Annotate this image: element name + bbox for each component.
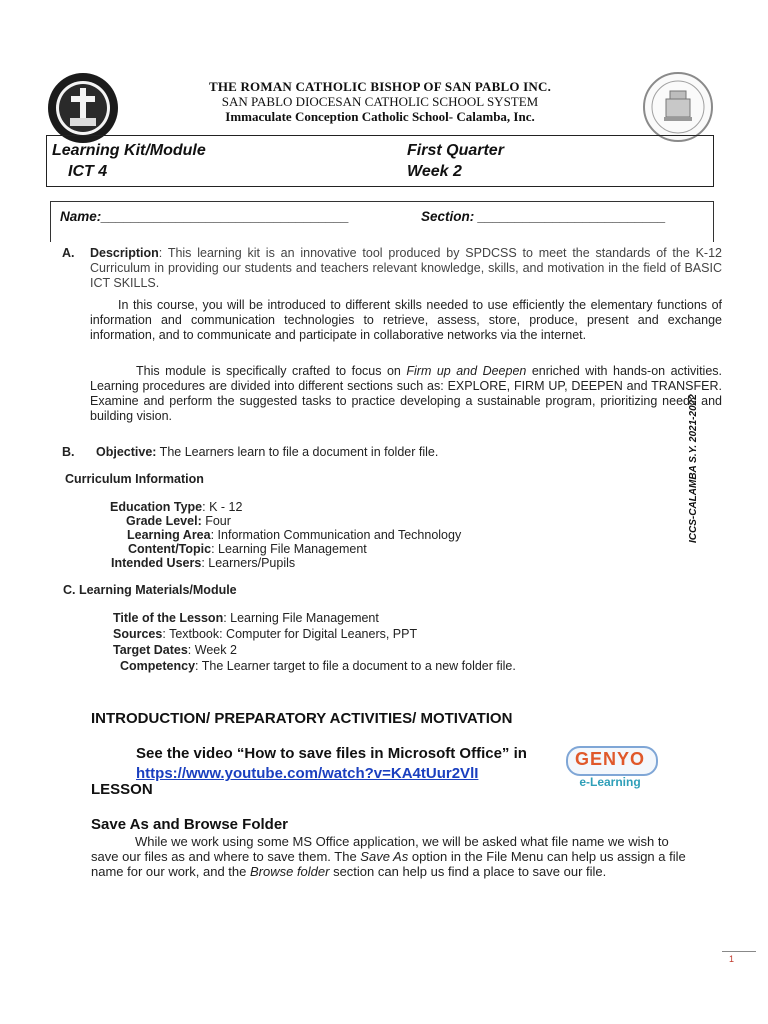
page-number-rule bbox=[722, 951, 756, 952]
video-link[interactable] bbox=[136, 765, 478, 782]
section-a-letter: A. bbox=[62, 246, 75, 260]
section-a-paragraph-3: This module is specifically crafted to focus on Firm up and Deepen enriched with hands-on activities. Learning procedures are divided into different sections such as: EXPLORE, FIRM UP, DEEPEN and TRANSFER. Examine and perform the suggested tasks to practice developing a sustainable program, prioritizing needs and building vision. bbox=[90, 364, 722, 423]
material-lesson-title: Title of the Lesson: Learning File Management bbox=[113, 611, 379, 625]
video-instruction: See the video “How to save files in Microsoft Office” in bbox=[136, 745, 527, 762]
school-seal-right bbox=[642, 71, 714, 143]
lesson-subheading: Save As and Browse Folder bbox=[91, 816, 289, 833]
curriculum-heading: Curriculum Information bbox=[65, 472, 204, 486]
description-text: : This learning kit is an innovative tool produced by SPDCSS to meet the standards of the K-12 Curriculum in providing our students and teachers relevant knowledge, skills, and motivation in the field of BASIC ICT SKILLS. bbox=[90, 246, 722, 290]
curriculum-grade-level: Grade Level: Four bbox=[126, 514, 231, 528]
section-a-paragraph-2: In this course, you will be introduced to different skills needed to use efficiently the elementary functions of information and communication technologies to retrieve, assess, store, produce, present and exchange information, and to communicate and participate in collaborative networks via the internet. bbox=[90, 298, 722, 342]
sidebar-school-year: ICCS-CALAMBA S.Y. 2021-2022 bbox=[688, 394, 699, 543]
header-line-2: SAN PABLO DIOCESAN CATHOLIC SCHOOL SYSTEM bbox=[221, 94, 539, 109]
intro-heading: INTRODUCTION/ PREPARATORY ACTIVITIES/ MOTIVATION bbox=[91, 710, 513, 727]
section-c-heading: C. Learning Materials/Module bbox=[63, 583, 237, 597]
header-line-1: THE ROMAN CATHOLIC BISHOP OF SAN PABLO INC. bbox=[208, 79, 552, 94]
page-number: 1 bbox=[729, 954, 735, 964]
genyo-logo bbox=[564, 744, 656, 792]
module-week: Week 2 bbox=[407, 163, 462, 180]
curriculum-content-topic: Content/Topic: Learning File Management bbox=[128, 542, 367, 556]
curriculum-education-type: Education Type: K - 12 bbox=[110, 500, 243, 514]
material-target-dates: Target Dates: Week 2 bbox=[113, 643, 237, 657]
section-field[interactable]: Section: _________________________ bbox=[421, 209, 666, 224]
module-subject: ICT 4 bbox=[68, 163, 108, 180]
curriculum-intended-users: Intended Users: Learners/Pupils bbox=[111, 556, 296, 570]
module-kit-label: Learning Kit/Module bbox=[52, 142, 206, 159]
lesson-heading: LESSON bbox=[91, 781, 153, 798]
genyo-logo-text: GENYO bbox=[574, 749, 645, 769]
description-label: Description bbox=[90, 246, 159, 260]
genyo-logo-sub: e-Learning bbox=[579, 775, 641, 789]
module-quarter: First Quarter bbox=[407, 142, 504, 159]
section-a-description bbox=[90, 246, 722, 291]
material-sources: Sources: Textbook: Computer for Digital Leaners, PPT bbox=[113, 627, 418, 641]
section-b-objective: Objective: The Learners learn to file a document in folder file. bbox=[96, 445, 439, 459]
name-field[interactable]: Name:_________________________________ bbox=[60, 209, 350, 224]
section-b-letter: B. bbox=[62, 445, 75, 459]
lesson-body: While we work using some MS Office application, we will be asked what file name we wish to save our files as and where to save them. The Save As option in the File Menu can help us assign a file name for our work, and the Browse folder section can help us find a place to save our file. bbox=[91, 834, 686, 879]
curriculum-learning-area: Learning Area: Information Communication and Technology bbox=[127, 528, 462, 542]
school-seal-left bbox=[47, 72, 119, 144]
material-competency: Competency: The Learner target to file a document to a new folder file. bbox=[120, 659, 516, 673]
youtube-link[interactable]: https://www.youtube.com/watch?v=KA4tUur2VlI bbox=[136, 765, 479, 782]
header-line-3: Immaculate Conception Catholic School- Calamba, Inc. bbox=[225, 109, 535, 124]
